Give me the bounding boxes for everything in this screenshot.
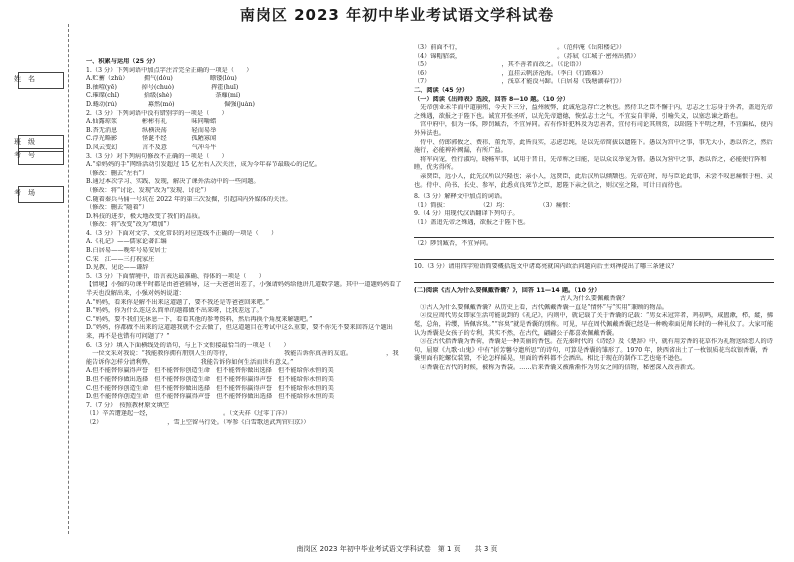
- name-label: 姓 名: [14, 75, 35, 83]
- question-7: 7.（7 分） 按照教材原文填空: [86, 401, 169, 409]
- passage-paragraph: 亲贤臣，远小人，此先汉所以兴隆也；亲小人，远贤臣，此后汉所以倾颓也。先帝在时，每与臣论此事，未尝不叹息痛恨于桓、灵也。侍中、尚书、长史、参军，此悉贞良死节之臣，愿陛下亲之信之，则汉室之隆，可计日而待也。: [414, 172, 773, 189]
- passage-paragraph: 宫中府中，俱为一体，陟罚臧否，不宜异同。若有作奸犯科及为忠善者，宜付有司论其刑赏，以昭陛下平明之理，不宜偏私，使内外异法也。: [414, 121, 773, 137]
- passage-paragraph: ①古人为什么要佩戴香囊？从历史上看，古代佩戴香囊一直是“情怀”与“实用”兼顾的物品。: [414, 303, 668, 311]
- passage-paragraph: 侍中、侍郎郭攸之、费祎、董允等，此皆良实，志虑忠纯，是以先帝简拔以遗陛下。愚以为宫中之事，事无大小，悉以咨之，然后施行，必能裨补阙漏，有所广益。: [414, 138, 773, 155]
- question-5: 5.（3 分）下面情境中，语言表达最准确、得体的一项是（ ）: [86, 272, 265, 280]
- fill-blank[interactable]: （3）前面不行， 。（范仲淹《岳阳楼记》）: [414, 44, 626, 51]
- fill-blank[interactable]: （2） ，雪上空留马行处。（岑参《白雪歌送武判官归京》）: [86, 418, 310, 426]
- right-column: [414, 44, 774, 373]
- option: B.白居易——晚年号易安居士: [86, 247, 167, 255]
- passage-paragraph: 先帝创业未半而中道崩殂，今天下三分，益州疲弊，此诚危急存亡之秋也。然侍卫之臣不懈于内，忠志之士忘身于外者，盖追先帝之殊遇，欲报之于陛下也。诚宜开张圣听，以光先帝遗德，恢弘志士之气，不宜妄自菲薄，引喻失义，以塞忠谏之路也。: [414, 104, 773, 120]
- passage-title: 古人为什么要佩戴香囊？: [559, 295, 629, 303]
- passage-paragraph: ③在古代指香囊为香荷，香囊是一种美丽的香包。在先秦时代的《诗经》及《楚辞》中，就有用芳香的花草作为礼物送给恋人的诗句，屈原《九歌·山鬼》中有“折芳馨兮遗所思”的诗句，可算是香囊的雏形了。1970 年，陕西省出土了一枚银质花鸟纹银香囊，香囊里面有陀螺仪装置，不论怎样摇晃，里面的香料都不会洒出。相比于现在的制作工艺也毫不逊色。: [414, 338, 773, 363]
- option: D.“妈妈，你都做不出来的这道题我就不会去做了，但这道题目在考试中这么重要，要不你先不要来回答这个题出来，再不是也错有可问题了？”: [86, 324, 393, 340]
- option: （修改：删去“左右”）: [86, 169, 149, 177]
- option: A.“妈妈，看来你是解不出来这道题了，要不我还是等爸爸回来吧。”: [86, 298, 269, 306]
- fill-blank[interactable]: （6） ，直挂云帆济沧海。（李白《行路难》）: [414, 69, 607, 77]
- option: C.但不能替你创造生命 但不能替你做出选择 但不能替你赢得声誉 但不能给你永恒的美: [86, 384, 334, 392]
- question-10: 10.（3 分）请用四字短语简要概括选文中诸葛亮就国内政治问题向后主刘禅提出了哪三条建议？: [414, 263, 678, 271]
- option: C.璀璨(chǐ) 拾级(shè) 荼蘼(mí): [86, 92, 241, 100]
- option: B.但不能替你做出选择 但不能替你创造生命 但不能替你赢得声誉 但不能给你永恒的美: [86, 375, 334, 383]
- option: B.通过本次学习、实践、发现，解决了课外活动中的一些问题。: [86, 178, 260, 186]
- section-heading: 二、阅读（45 分）: [414, 86, 469, 94]
- answer-prompt: （2）陟罚臧否，不宜异同。: [414, 240, 493, 248]
- option: D.蜷动(rú) 募然(mò) 倔强(juàn): [86, 100, 255, 108]
- passage-paragraph: ②反应周代男女即家生活可能说到的《礼记》，内则中，就记载了关于香囊的记载：“男女未冠笄者，鸡初鸣，咸盥漱，栉，縰，拂髦，总角，衿缨，皆佩容臭。”“容臭”就是香囊的別称。可见，早在周代佩戴香囊已经是一种晚辈面见师长时的一种礼仪了。大家可能认为香囊是女孩子的专利，其实不然，在古代，翩翩公子都喜欢佩戴香囊。: [414, 312, 774, 337]
- option: （修改：将“改变”改为“增加”）: [86, 221, 173, 229]
- context: 一位文采对我说：“我能教你拥有朋别人生的等待， 我能告诉你真善的友谊。 ，我能告诉你怎样分清利弊， 我能告诉你如何生活而世有意义。”: [86, 350, 399, 366]
- exam-number-label: 考 号: [14, 151, 35, 159]
- option: C.“妈妈，要不我们先休息一下，看看其他的参考资料，然后再换个角度来解题吧。”: [86, 315, 313, 323]
- class-label: 班 级: [14, 138, 35, 146]
- answer-prompt[interactable]: （1）简拔： （2）均： （3）痛恨：: [414, 201, 575, 209]
- passage-paragraph: 将军向宠，性行淑均，晓畅军事，试用于昔日，先帝称之曰能，是以众议举宠为督。愚以为营中之事，悉以咨之，必能使行阵和睦，优劣得所。: [414, 155, 767, 172]
- option: C.宋 江——三打祝家庄: [86, 255, 155, 263]
- section-heading: 一、积累与运用（25 分）: [86, 58, 159, 65]
- answer-prompt: （1）盖追先帝之殊遇，欲报之于陛下也。: [414, 218, 530, 226]
- option: （修改：删去“随着”）: [86, 204, 149, 212]
- option: A.仙露琼浆 彬彬有礼 味同嚼蜡: [86, 118, 217, 126]
- question-6: 6.（3 分）填入下面横线处的语句，与上下文衔接最恰当的一项是（ ）: [86, 341, 290, 349]
- option: A.《礼记》——儒家论著汇编: [86, 238, 167, 246]
- option: B.“妈妈，你为什么连这么简单的题都做不出来呀，比我差远了。”: [86, 307, 263, 315]
- option: A.贮蓄（zhǔ） 拥气(dǒu) 瞟镂(lòu): [86, 75, 237, 83]
- fill-blank[interactable]: （5） ，其不善者而改之。（《论语》）: [414, 61, 585, 69]
- answer-line[interactable]: [414, 251, 774, 260]
- left-column: [86, 58, 404, 428]
- option: A.但不能替你赢得声誉 但不能替你创造生命 但不能替你做出选择 但不能给你永恒的美: [86, 367, 334, 375]
- option: D.科技的进步，极大地改变了我们的品质。: [86, 212, 205, 220]
- option: A.“牵妈妈的手”网络活动引发超过 15 亿左右人次关注，成为今年春节最暖心的记忆。: [86, 161, 321, 169]
- question-2: 2.（3 分）下列词语中没有错别字的一项是（ ）: [86, 109, 228, 117]
- option: D.但不能替你创造生命 但不能替你赢得声誉 但不能替你做出选择 但不能给你永恒的美: [86, 393, 335, 401]
- exam-room-label: 考 场: [14, 189, 35, 197]
- answer-line[interactable]: [414, 274, 774, 283]
- option: （修改：将“讨论、发现”改为“发现、讨论”）: [86, 186, 211, 194]
- fill-blank[interactable]: （1）辛苦遭逢起一经， 。（文天祥《过零丁洋》）: [86, 410, 292, 418]
- option: B.杳无消息 纵横决荡 轻而易举: [86, 126, 217, 134]
- question-1: 1.（3 分）下列词语中加点字注音完全正确的一项是（ ）: [86, 66, 253, 74]
- answer-line[interactable]: [414, 229, 774, 238]
- option: C.随着秦兵马俑一号坑在 2022 年的第三次发掘，引起国内外媒体的关注。: [86, 195, 292, 203]
- question-3: 3.（3 分）对下列病句修改不正确的一项是（ ）: [86, 152, 228, 160]
- fill-blank[interactable]: （7） ，浅草才能没马蹄。（白居易《钱塘湖春行》）: [414, 78, 626, 86]
- binding-line: [68, 24, 70, 534]
- context: 【情境】小强的功课平时都是由爸爸辅导，这一天爸爸出差了，小强请妈妈给他讲几道数学题。其中一道题妈妈看了半天也没解出来，小强对妈妈说道：: [86, 281, 402, 298]
- passage-paragraph: ④香囊在古代的时候，被称为香袋。……后来香囊又被渐渐作为男女之间的信物，秘密深入改善新式。: [414, 364, 699, 371]
- option: D.风云变幻 言不及意 气冲斗牛: [86, 143, 217, 151]
- fill-blank[interactable]: （4）锦帽貂裘， 。（苏轼《江城子·密州出猎》）: [414, 52, 640, 60]
- page-footer: 南岗区 2023 年初中毕业考试语文学科试卷 第 1 页 共 3 页: [296, 545, 498, 553]
- page-title: 南岗区 2023 年初中毕业考试语文学科试卷: [239, 6, 555, 24]
- option: C.浮光略影 怪诞不经 孤陋寡闻: [86, 135, 217, 143]
- subsection-heading: (二)阅读《古人为什么要佩戴香囊？》，回答 11—14 题。（10 分）: [414, 286, 601, 294]
- question-8: 8.（3 分）解释文中加点的词语。: [414, 193, 507, 201]
- subsection-heading: （一）阅读《出师表》选段，回答 8—10 题。（10 分）: [414, 95, 569, 103]
- option: B.抽噎(yē) 掉号(chuò) 挥霍(huī): [86, 83, 239, 91]
- option: D.见教、见论——谦辞: [86, 264, 149, 272]
- question-4: 4.（3 分）下面对文学、文化常识的对应连线不正确的一项是（ ）: [86, 229, 278, 237]
- question-9: 9.（4 分）用现代汉语翻译下列句子。: [414, 210, 519, 218]
